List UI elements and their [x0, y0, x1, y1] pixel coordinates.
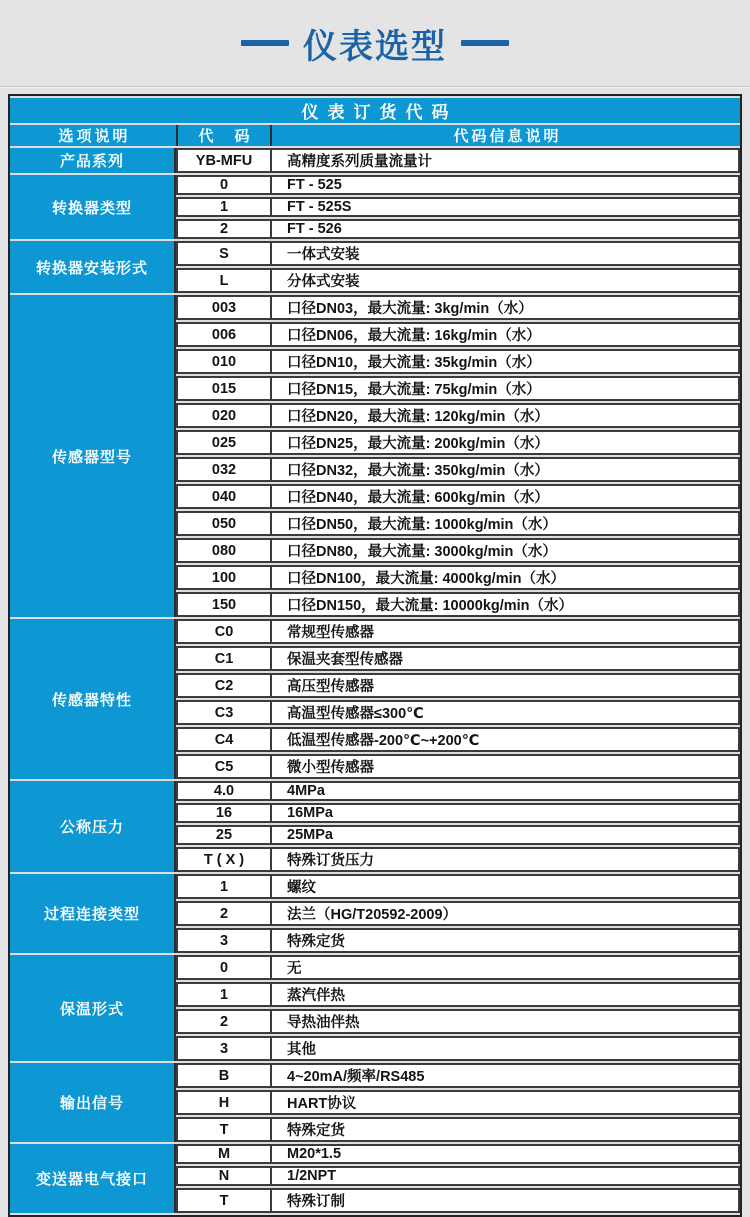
code-cell: S: [176, 241, 272, 266]
desc-cell: 低温型传感器-200℃~+200℃: [272, 727, 740, 752]
code-cell: C2: [176, 673, 272, 698]
title-dash-right: [461, 40, 509, 46]
code-cell: T: [176, 1117, 272, 1142]
table-row: [10, 781, 740, 801]
order-code-table-frame: [8, 94, 742, 1217]
code-cell: YB-MFU: [176, 148, 272, 173]
desc-cell: 特殊定货: [272, 928, 740, 953]
desc-cell: 微小型传感器: [272, 754, 740, 779]
table-row: [10, 619, 740, 644]
desc-cell: 口径DN40，最大流量: 600kg/min（水）: [272, 484, 740, 509]
code-cell: 150: [176, 592, 272, 617]
desc-cell: 口径DN10，最大流量: 35kg/min（水）: [272, 349, 740, 374]
desc-cell: 特殊定货: [272, 1117, 740, 1142]
code-cell: N: [176, 1166, 272, 1186]
title-bar: [0, 0, 750, 86]
desc-cell: 特殊订制: [272, 1188, 740, 1213]
desc-cell: 特殊订货压力: [272, 847, 740, 872]
desc-cell: 口径DN50，最大流量: 1000kg/min（水）: [272, 511, 740, 536]
code-cell: T: [176, 1188, 272, 1213]
code-cell: H: [176, 1090, 272, 1115]
code-cell: 025: [176, 430, 272, 455]
column-header-row: [10, 125, 740, 146]
desc-cell: 口径DN150，最大流量: 10000kg/min（水）: [272, 592, 740, 617]
group-label-electrical-interface: 变送器电气接口: [10, 1144, 176, 1213]
desc-cell: FT - 525S: [272, 197, 740, 217]
code-cell: 040: [176, 484, 272, 509]
desc-cell: 16MPa: [272, 803, 740, 823]
code-cell: 010: [176, 349, 272, 374]
code-cell: 015: [176, 376, 272, 401]
desc-cell: M20*1.5: [272, 1144, 740, 1164]
desc-cell: 1/2NPT: [272, 1166, 740, 1186]
table-row: [10, 1063, 740, 1088]
column-header-option: 选项说明: [10, 125, 176, 146]
table-title: 仪表订货代码: [10, 98, 740, 123]
desc-cell: 分体式安装: [272, 268, 740, 293]
desc-cell: 口径DN100，最大流量: 4000kg/min（水）: [272, 565, 740, 590]
code-cell: 1: [176, 197, 272, 217]
desc-cell: 高温型传感器≤300℃: [272, 700, 740, 725]
desc-cell: 25MPa: [272, 825, 740, 845]
group-label-output-signal: 输出信号: [10, 1063, 176, 1142]
group-label-process-connection: 过程连接类型: [10, 874, 176, 953]
code-cell: 003: [176, 295, 272, 320]
code-cell: B: [176, 1063, 272, 1088]
desc-cell: 口径DN32，最大流量: 350kg/min（水）: [272, 457, 740, 482]
desc-cell: FT - 526: [272, 219, 740, 239]
code-cell: 006: [176, 322, 272, 347]
code-cell: 1: [176, 874, 272, 899]
code-cell: 2: [176, 901, 272, 926]
desc-cell: 导热油伴热: [272, 1009, 740, 1034]
desc-cell: 口径DN25，最大流量: 200kg/min（水）: [272, 430, 740, 455]
code-cell: C5: [176, 754, 272, 779]
table-title-row: [10, 98, 740, 123]
desc-cell: 常规型传感器: [272, 619, 740, 644]
table-row: [10, 175, 740, 195]
code-cell: L: [176, 268, 272, 293]
group-label-nominal-pressure: 公称压力: [10, 781, 176, 872]
code-cell: 3: [176, 928, 272, 953]
code-cell: 3: [176, 1036, 272, 1061]
desc-cell: 其他: [272, 1036, 740, 1061]
desc-cell: 4MPa: [272, 781, 740, 801]
group-label-sensor-model: 传感器型号: [10, 295, 176, 617]
code-cell: 0: [176, 955, 272, 980]
group-label-sensor-feature: 传感器特性: [10, 619, 176, 779]
group-label-converter-type: 转换器类型: [10, 175, 176, 239]
desc-cell: 口径DN80，最大流量: 3000kg/min（水）: [272, 538, 740, 563]
column-header-desc: 代码信息说明: [272, 125, 740, 146]
code-cell: C0: [176, 619, 272, 644]
desc-cell: HART协议: [272, 1090, 740, 1115]
desc-cell: 口径DN20，最大流量: 120kg/min（水）: [272, 403, 740, 428]
code-cell: 050: [176, 511, 272, 536]
desc-cell: 保温夹套型传感器: [272, 646, 740, 671]
code-cell: 100: [176, 565, 272, 590]
code-cell: 032: [176, 457, 272, 482]
code-cell: C4: [176, 727, 272, 752]
desc-cell: FT - 525: [272, 175, 740, 195]
desc-cell: 口径DN15，最大流量: 75kg/min（水）: [272, 376, 740, 401]
code-cell: 2: [176, 1009, 272, 1034]
code-cell: T ( X ): [176, 847, 272, 872]
section-divider: [0, 86, 750, 88]
code-cell: C1: [176, 646, 272, 671]
table-row: [10, 874, 740, 899]
code-cell: 020: [176, 403, 272, 428]
table-row: [10, 241, 740, 266]
code-cell: 0: [176, 175, 272, 195]
desc-cell: 高精度系列质量流量计: [272, 148, 740, 173]
desc-cell: 一体式安装: [272, 241, 740, 266]
code-cell: 16: [176, 803, 272, 823]
title-dash-left: [241, 40, 289, 46]
code-cell: 2: [176, 219, 272, 239]
desc-cell: 蒸汽伴热: [272, 982, 740, 1007]
desc-cell: 无: [272, 955, 740, 980]
group-label-product-series: 产品系列: [10, 148, 176, 173]
desc-cell: 螺纹: [272, 874, 740, 899]
desc-cell: 口径DN06，最大流量: 16kg/min（水）: [272, 322, 740, 347]
group-label-converter-mount: 转换器安装形式: [10, 241, 176, 293]
code-cell: 1: [176, 982, 272, 1007]
group-label-insulation-type: 保温形式: [10, 955, 176, 1061]
code-cell: C3: [176, 700, 272, 725]
column-header-code: 代 码: [176, 125, 272, 146]
desc-cell: 高压型传感器: [272, 673, 740, 698]
code-cell: 4.0: [176, 781, 272, 801]
table-row: [10, 955, 740, 980]
table-row: [10, 295, 740, 320]
code-cell: M: [176, 1144, 272, 1164]
table-row: [10, 1144, 740, 1164]
desc-cell: 4~20mA/频率/RS485: [272, 1063, 740, 1088]
order-code-table: [10, 96, 740, 1215]
desc-cell: 口径DN03，最大流量: 3kg/min（水）: [272, 295, 740, 320]
code-cell: 25: [176, 825, 272, 845]
page-title: 仪表选型: [303, 27, 447, 66]
code-cell: 080: [176, 538, 272, 563]
table-row: [10, 148, 740, 173]
desc-cell: 法兰（HG/T20592-2009）: [272, 901, 740, 926]
